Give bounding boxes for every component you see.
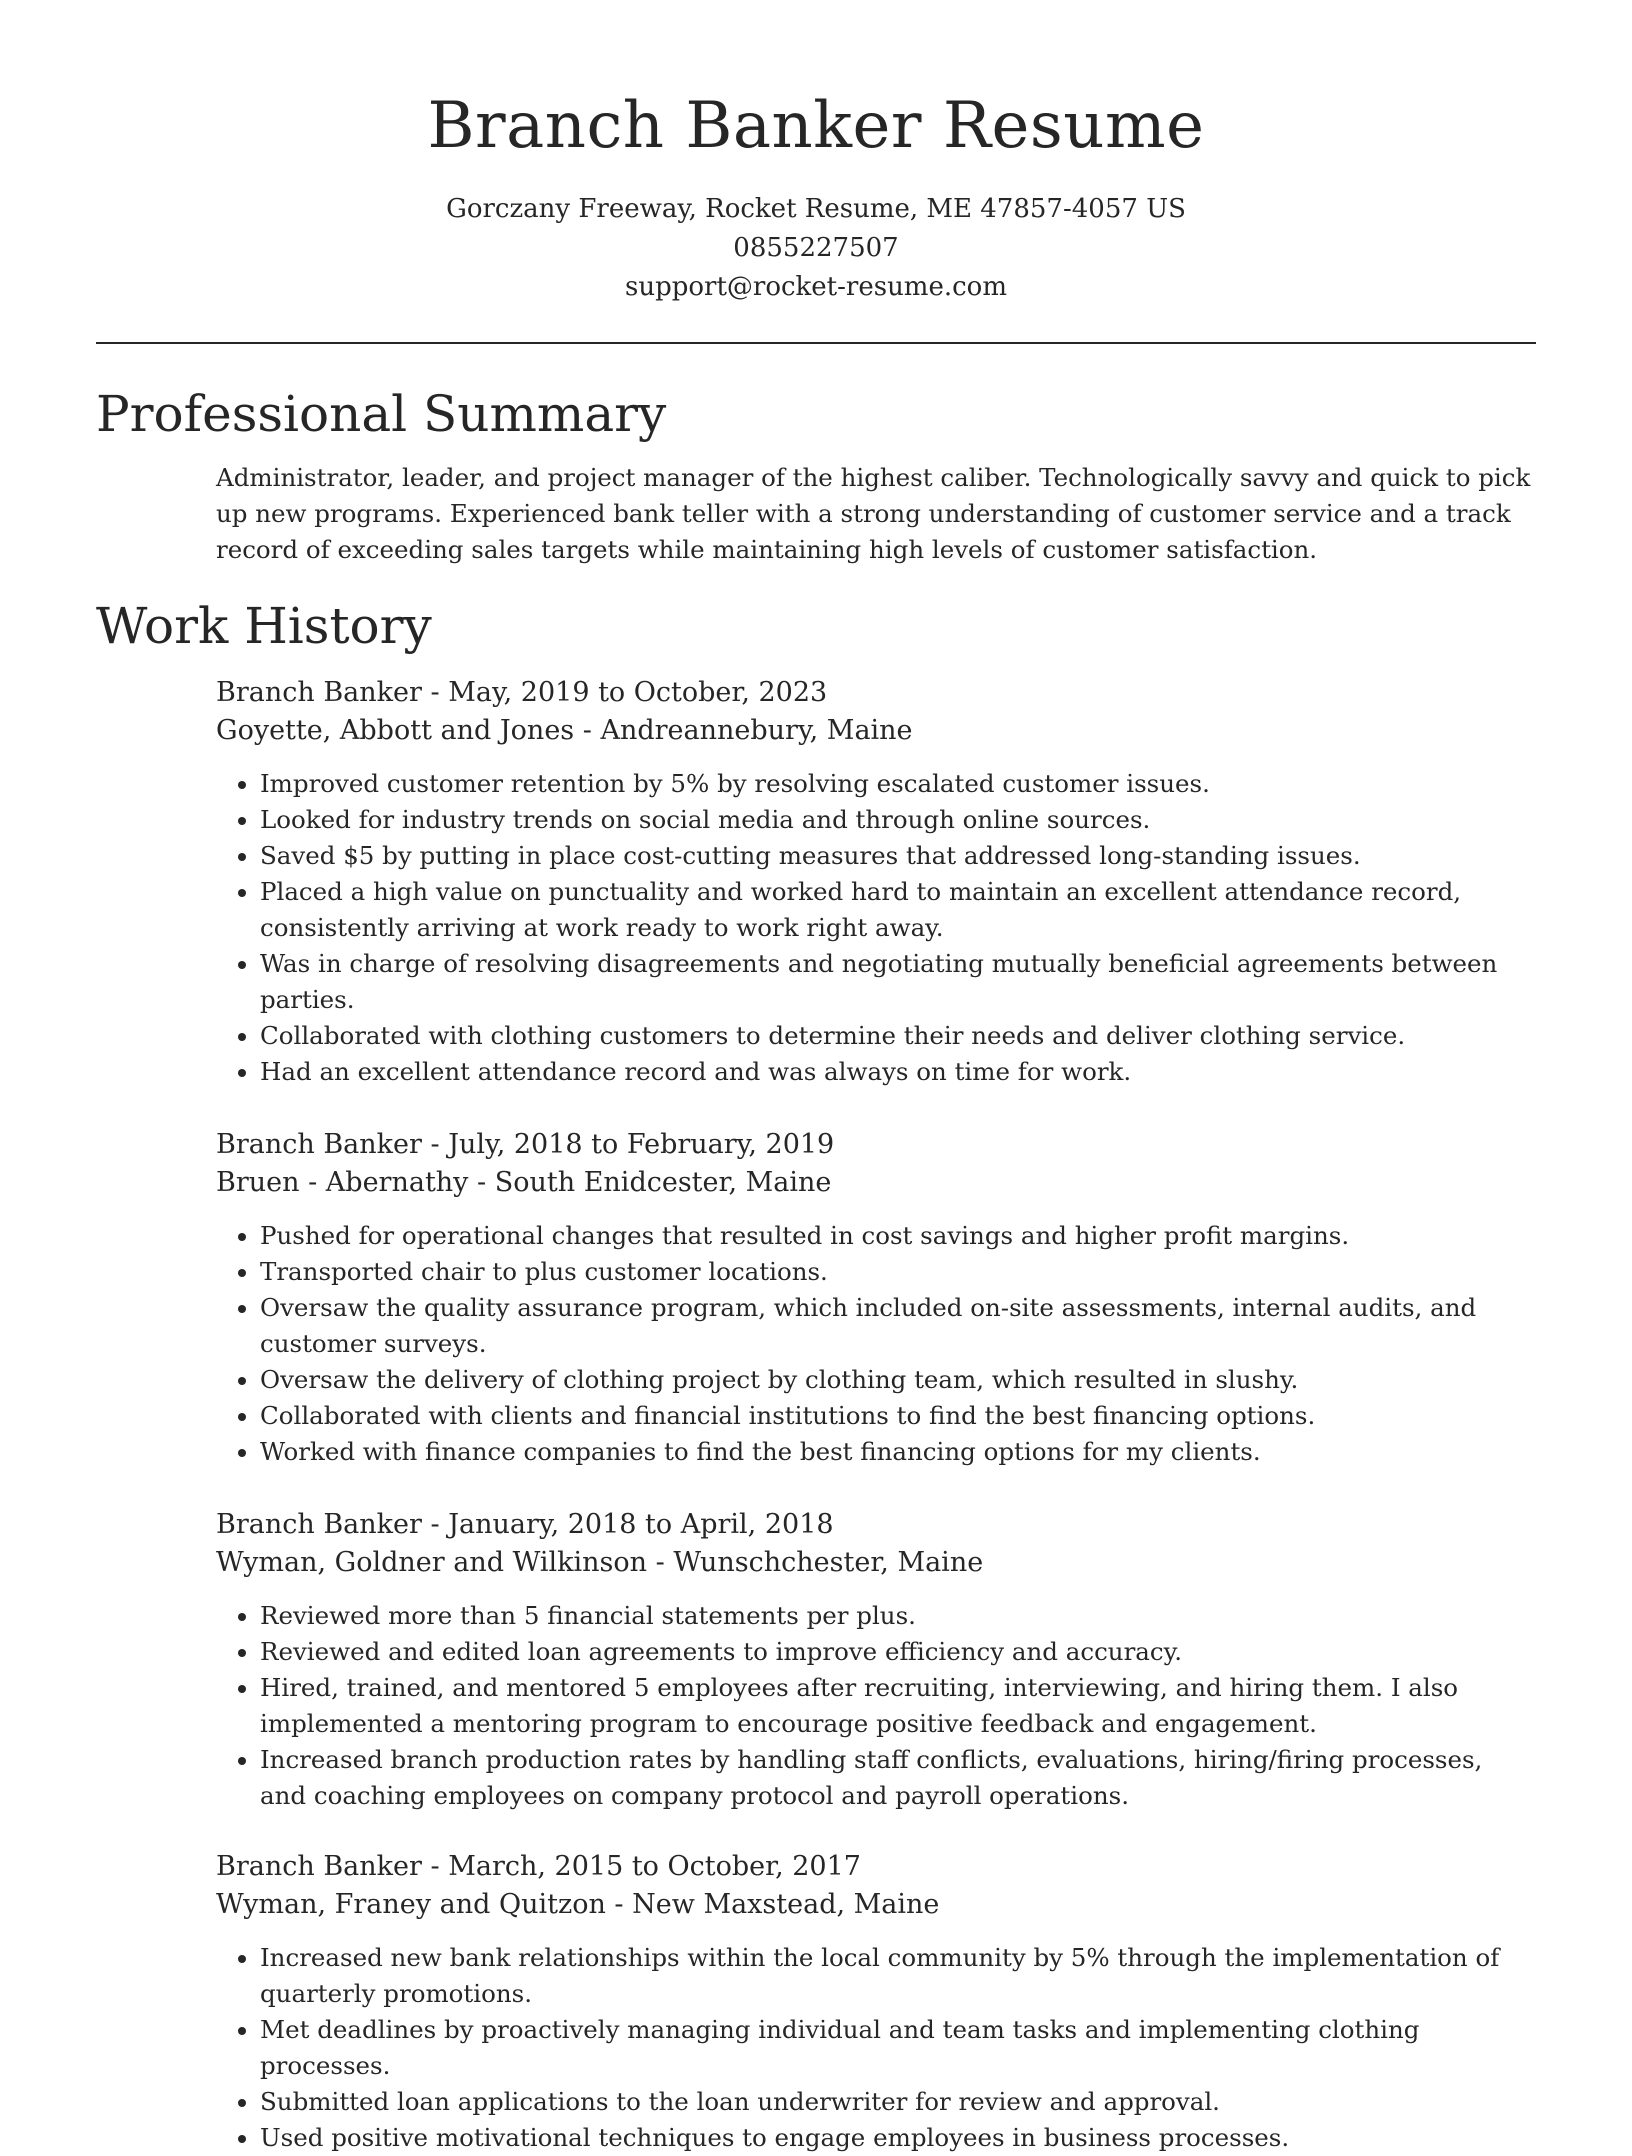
job-bullet: • Increased branch production rates by handling staff conflicts, evaluations, hiring/firing processes, and coaching employees on company protocol and payroll operations.: [260, 1742, 1536, 1814]
job-bullet: • Oversaw the delivery of clothing project by clothing team, which resulted in slushy.: [260, 1362, 1536, 1398]
contact-block: [96, 190, 1536, 307]
job-dates: January, 2018 to April, 2018: [448, 1509, 834, 1540]
job-entry: [216, 674, 1536, 1090]
job-bullet: • Met deadlines by proactively managing individual and team tasks and implementing clothing processes.: [260, 2012, 1536, 2084]
job-bullet: • Placed a high value on punctuality and worked hard to maintain an excellent attendance record, consistently arriving at work ready to work right away.: [260, 874, 1536, 946]
job-bullet: • Looked for industry trends on social media and through online sources.: [260, 802, 1536, 838]
job-entry: [216, 1848, 1536, 2156]
job-title-line: Branch Banker - May, 2019 to October, 2023: [216, 677, 828, 708]
job-title-line: Branch Banker - March, 2015 to October, 2017: [216, 1851, 861, 1882]
job-bullets: [216, 766, 1536, 1090]
contact-email: support@rocket-resume.com: [624, 272, 1007, 302]
job-entry: [216, 1506, 1536, 1814]
job-bullet: • Pushed for operational changes that resulted in cost savings and higher profit margins.: [260, 1218, 1536, 1254]
job-bullet: • Used positive motivational techniques to engage employees in business processes.: [260, 2120, 1536, 2156]
job-role: Branch Banker: [216, 1509, 422, 1540]
job-dates: July, 2018 to February, 2019: [448, 1129, 835, 1160]
job-entry: [216, 1126, 1536, 1470]
job-title-line: Branch Banker - January, 2018 to April, 2018: [216, 1509, 834, 1540]
job-title-line: Branch Banker - July, 2018 to February, 2019: [216, 1129, 835, 1160]
job-company-line: Goyette, Abbott and Jones - Andreannebury, Maine: [216, 715, 913, 746]
job-bullet: • Was in charge of resolving disagreements and negotiating mutually beneficial agreements between parties.: [260, 946, 1536, 1018]
header-divider: [96, 342, 1536, 344]
job-bullet: • Had an excellent attendance record and was always on time for work.: [260, 1054, 1536, 1090]
job-company: Wyman, Goldner and Wilkinson: [216, 1547, 648, 1578]
job-bullet: • Hired, trained, and mentored 5 employees after recruiting, interviewing, and hiring them. I also implemented a mentoring program to encourage positive feedback and engagement.: [260, 1670, 1536, 1742]
job-bullets: [216, 1598, 1536, 1814]
job-bullets: [216, 1940, 1536, 2156]
job-company: Bruen - Abernathy: [216, 1167, 469, 1198]
job-role: Branch Banker: [216, 1851, 422, 1882]
job-role: Branch Banker: [216, 1129, 422, 1160]
section-title-work-history: Work History: [96, 597, 432, 655]
job-bullets: [216, 1218, 1536, 1470]
job-location: Andreannebury, Maine: [600, 715, 913, 746]
job-bullet: • Improved customer retention by 5% by resolving escalated customer issues.: [260, 766, 1536, 802]
job-company-line: Bruen - Abernathy - South Enidcester, Maine: [216, 1167, 832, 1198]
summary-text: Administrator, leader, and project manager of the highest caliber. Technologically savvy and quick to pick up new programs. Experienced bank teller with a strong understanding of customer service and a track record of exceeding sales targets while maintaining high levels of customer satisfaction.: [216, 463, 1531, 564]
job-company: Goyette, Abbott and Jones: [216, 715, 575, 746]
job-bullet: • Reviewed more than 5 financial statements per plus.: [260, 1598, 1536, 1634]
job-bullet: • Collaborated with clients and financial institutions to find the best financing options.: [260, 1398, 1536, 1434]
job-company-line: Wyman, Franey and Quitzon - New Maxstead, Maine: [216, 1889, 940, 1920]
job-company-line: Wyman, Goldner and Wilkinson - Wunschchester, Maine: [216, 1547, 984, 1578]
job-location: Wunschchester, Maine: [673, 1547, 984, 1578]
job-bullet: • Worked with finance companies to find the best financing options for my clients.: [260, 1434, 1536, 1470]
job-location: New Maxstead, Maine: [632, 1889, 940, 1920]
job-bullet: • Saved $5 by putting in place cost-cutting measures that addressed long-standing issues.: [260, 838, 1536, 874]
job-bullet: • Increased new bank relationships within the local community by 5% through the implementation of quarterly promotions.: [260, 1940, 1536, 2012]
job-dates: March, 2015 to October, 2017: [448, 1851, 861, 1882]
resume-title: Branch Banker Resume: [427, 89, 1205, 163]
section-title-summary: Professional Summary: [96, 385, 667, 443]
contact-address: Gorczany Freeway, Rocket Resume, ME 47857-4057 US: [446, 194, 1186, 224]
job-company: Wyman, Franey and Quitzon: [216, 1889, 606, 1920]
job-bullet: • Submitted loan applications to the loan underwriter for review and approval.: [260, 2084, 1536, 2120]
job-bullet: • Transported chair to plus customer locations.: [260, 1254, 1536, 1290]
job-bullet: • Oversaw the quality assurance program, which included on-site assessments, internal audits, and customer surveys.: [260, 1290, 1536, 1362]
job-bullet: • Reviewed and edited loan agreements to improve efficiency and accuracy.: [260, 1634, 1536, 1670]
contact-phone: 0855227507: [733, 233, 899, 263]
job-bullet: • Collaborated with clothing customers to determine their needs and deliver clothing service.: [260, 1018, 1536, 1054]
job-location: South Enidcester, Maine: [494, 1167, 832, 1198]
job-role: Branch Banker: [216, 677, 422, 708]
job-dates: May, 2019 to October, 2023: [448, 677, 828, 708]
